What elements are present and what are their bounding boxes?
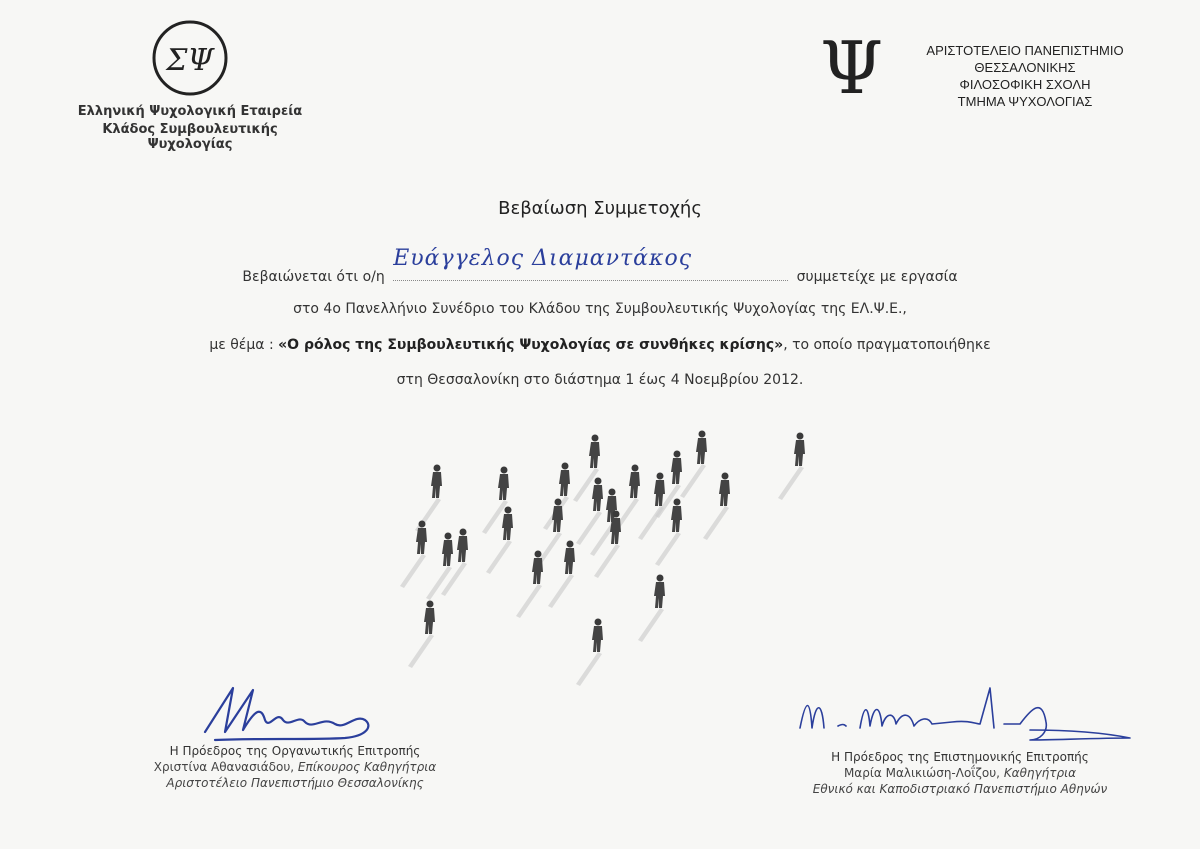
signatory-name-line xyxy=(140,760,450,774)
signatory-name: Μαρία Μαλικιώση-Λοΐζου, xyxy=(843,766,1000,780)
people-crowd-illustration xyxy=(380,420,840,710)
signatory-title: Καθηγήτρια xyxy=(1000,766,1077,780)
signatory-name-line xyxy=(750,766,1170,780)
body-line-1 xyxy=(0,246,1200,285)
signatory-institution: Εθνικό και Καποδιστριακό Πανεπιστήμιο Αθηνών xyxy=(812,782,1108,796)
participant-name-field xyxy=(393,246,788,281)
body-line-4: στη Θεσσαλονίκη στο διάστημα 1 έως 4 Νοεμβρίου 2012. xyxy=(396,372,804,388)
handwritten-signature-right xyxy=(780,668,1140,748)
university-line: ΤΜΗΜΑ ΨΥΧΟΛΟΓΙΑΣ xyxy=(957,94,1093,109)
organizing-chair-signature-block xyxy=(140,680,450,790)
body-line-2: στο 4ο Πανελλήνιο Συνέδριο του Κλάδου της Συμβουλευτικής Ψυχολογίας της ΕΛ.Ψ.Ε., xyxy=(293,301,907,317)
signatory-role: Η Πρόεδρος της Οργανωτικής Επιτροπής xyxy=(169,744,421,758)
scientific-chair-signature-block xyxy=(750,668,1170,796)
society-name: Ελληνική Ψυχολογική Εταιρεία xyxy=(77,104,303,119)
society-branch: Κλάδος Συμβουλευτικής Ψυχολογίας xyxy=(102,122,278,152)
participant-name: Ευάγγελος Διαμαντάκος xyxy=(393,246,693,271)
handwritten-signature-left xyxy=(195,680,395,742)
signatory-institution: Αριστοτέλειο Πανεπιστήμιο Θεσσαλονίκης xyxy=(166,776,424,790)
conference-topic: «Ο ρόλος της Συμβουλευτικής Ψυχολογίας σε συνθήκες κρίσης» xyxy=(278,337,784,353)
certify-suffix: συμμετείχε με εργασία xyxy=(796,269,958,285)
crowd-figures xyxy=(400,431,805,687)
body-line-3 xyxy=(0,337,1200,353)
psi-logo-icon: Ψ xyxy=(820,26,884,110)
signatory-name: Χριστίνα Αθανασιάδου, xyxy=(153,760,295,774)
signatory-role: Η Πρόεδρος της Επιστημονικής Επιτροπής xyxy=(831,750,1089,764)
university-line: ΑΡΙΣΤΟΤΕΛΕΙΟ ΠΑΝΕΠΙΣΤΗΜΙΟ xyxy=(926,43,1124,58)
university-line: ΦΙΛΟΣΟΦΙΚΗ ΣΧΟΛΗ xyxy=(959,77,1091,92)
topic-suffix: , το οποίο πραγματοποιήθηκε xyxy=(783,337,991,353)
signatory-title: Επίκουρος Καθηγήτρια xyxy=(294,760,437,774)
certificate-title: Βεβαίωση Συμμετοχής xyxy=(498,198,702,219)
svg-text:ΣΨ: ΣΨ xyxy=(166,43,214,78)
society-logo-block xyxy=(60,18,320,152)
university-line: ΘΕΣΣΑΛΟΝΙΚΗΣ xyxy=(974,60,1076,75)
university-lines xyxy=(905,42,1145,110)
society-logo-icon xyxy=(150,18,230,98)
topic-prefix: με θέμα : xyxy=(209,337,274,353)
certify-prefix: Βεβαιώνεται ότι ο/η xyxy=(242,269,385,285)
